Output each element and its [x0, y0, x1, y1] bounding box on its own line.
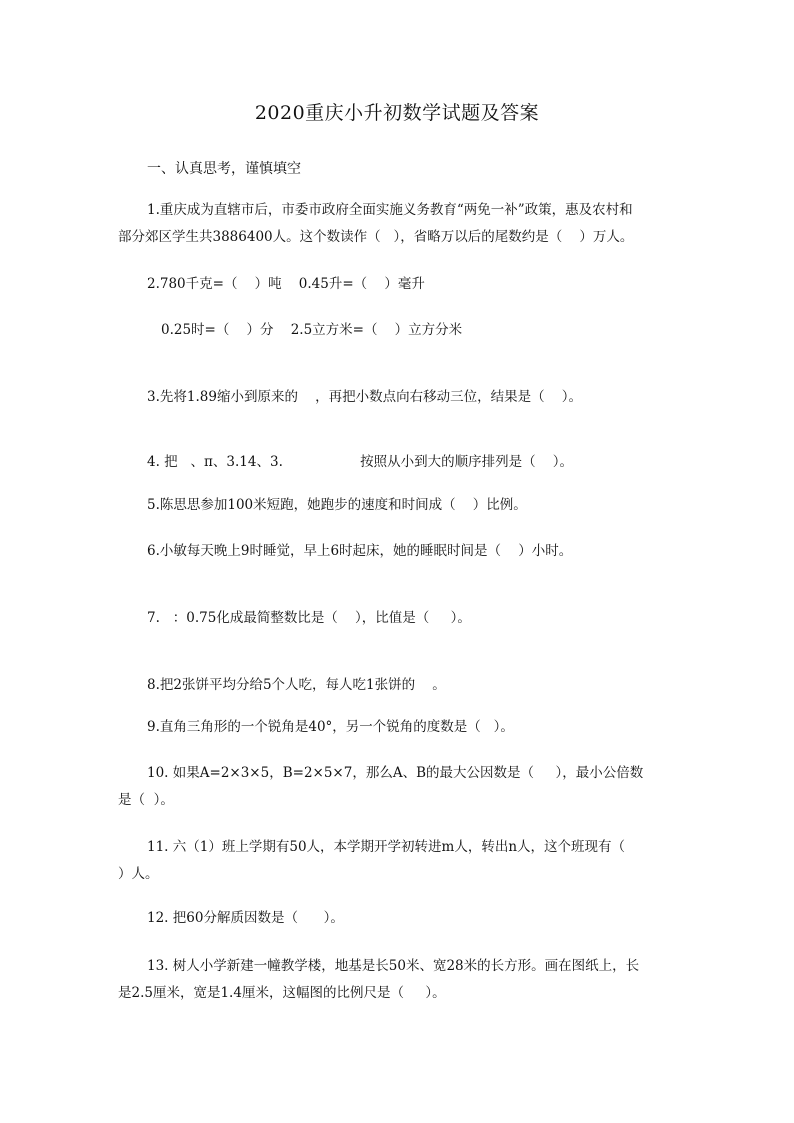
- question-1-line-1: 1.重庆成为直辖市后，市委市政府全面实施义务教育“两免一补”政策，惠及农村和: [147, 202, 633, 218]
- question-11-line-1: 11. 六（1）班上学期有50人，本学期开学初转进m人，转出n人，这个班现有（: [147, 839, 626, 855]
- question-11-line-2: ）人。: [118, 866, 159, 882]
- question-10-line-2: 是（ ）。: [118, 792, 174, 808]
- question-5: 5.陈思思参加100米短跑，她跑步的速度和时间成（ ）比例。: [147, 497, 527, 513]
- document-title: 2020重庆小升初数学试题及答案: [254, 102, 540, 124]
- question-13-line-2: 是2.5厘米，宽是1.4厘米，这幅图的比例尺是（ ）。: [118, 985, 446, 1001]
- question-13-line-1: 13. 树人小学新建一幢教学楼，地基是长50米、宽28米的长方形。画在图纸上，长: [147, 958, 640, 974]
- question-3: 3.先将1.89缩小到原来的 ，再把小数点向右移动三位，结果是（ ）。: [147, 389, 583, 405]
- question-7: 7. ：0.75化成最简整数比是（ ），比值是（ ）。: [147, 610, 471, 626]
- question-4: 4. 把 、π、3.14、3. 按照从小到大的顺序排列是（ ）。: [147, 454, 574, 470]
- question-6: 6.小敏每天晚上9时睡觉，早上6时起床，她的睡眠时间是（ ）小时。: [147, 543, 573, 559]
- question-9: 9.直角三角形的一个锐角是40°，另一个锐角的度数是（ ）。: [147, 719, 514, 735]
- question-1-line-2: 部分郊区学生共3886400人。这个数读作（ ），省略万以后的尾数约是（ ）万人。: [118, 229, 634, 245]
- question-2-line-1: 2.780千克=（ ）吨 0.45升=（ ）毫升: [147, 276, 425, 292]
- question-12: 12. 把60分解质因数是（ ）。: [147, 910, 344, 926]
- question-2-line-2: 0.25时=（ ）分 2.5立方米=（ ）立方分米: [161, 322, 463, 338]
- section-heading: 一、认真思考，谨慎填空: [147, 161, 301, 177]
- question-8: 8.把2张饼平均分给5个人吃，每人吃1张饼的 。: [147, 677, 446, 693]
- question-10-line-1: 10. 如果A=2×3×5，B=2×5×7，那么A、B的最大公因数是（ ），最小公倍数: [147, 765, 644, 781]
